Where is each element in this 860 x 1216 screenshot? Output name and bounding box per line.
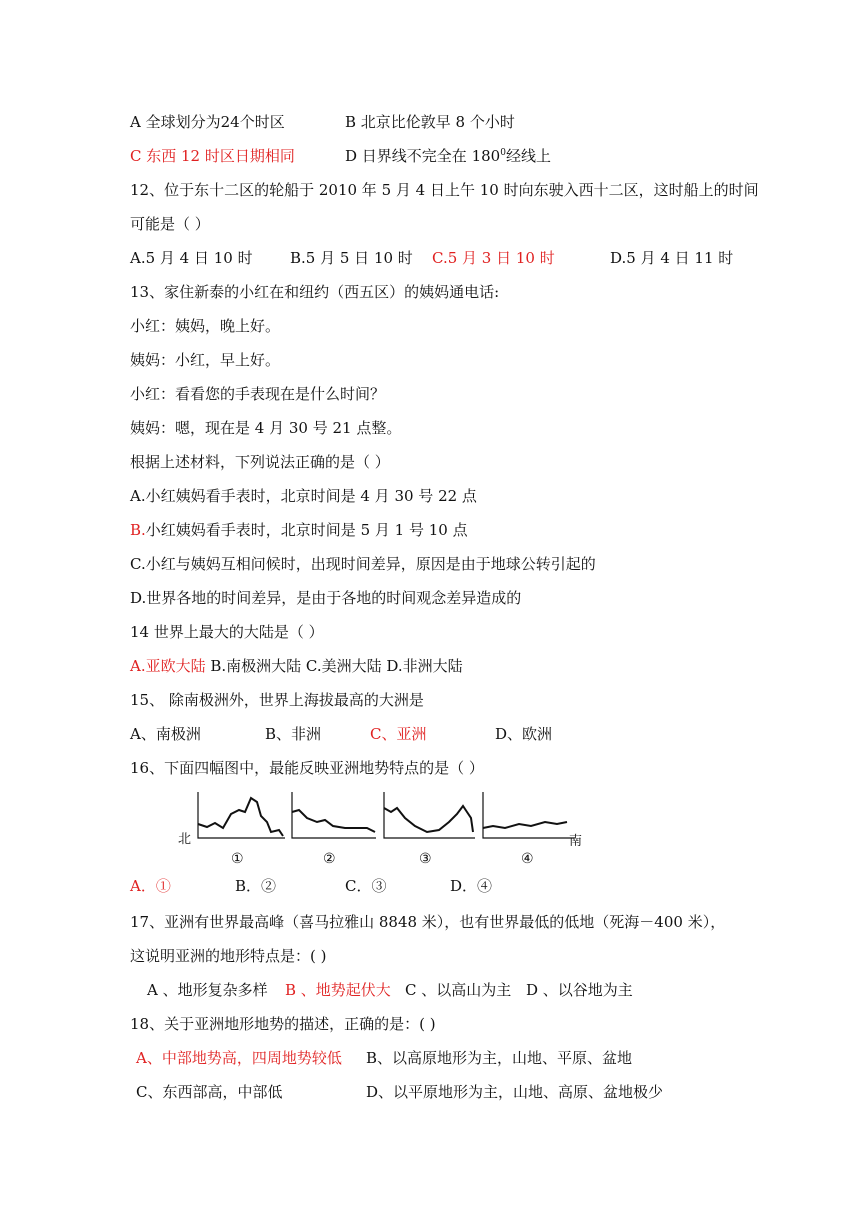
q16-option-d: D．④ xyxy=(450,877,493,895)
q13-option-b xyxy=(130,520,468,540)
q15-option-b: B、非洲 xyxy=(265,725,322,743)
q12-stem-line2: 可能是（ ） xyxy=(130,215,210,233)
q13-stem: 13、家住新泰的小红在和纽约（西五区）的姨妈通电话: xyxy=(130,283,500,301)
profile-panel-1 xyxy=(198,792,285,838)
q18-option-b: B、以高原地形为主，山地、平原、盆地 xyxy=(366,1049,633,1067)
south-label: 南 xyxy=(569,834,583,849)
q13-dialogue-2: 姨妈：小红，早上好。 xyxy=(130,351,281,369)
q12-stem-line1: 12、位于东十二区的轮船于 2010 年 5 月 4 日上午 10 时向东驶入西十二区，这时船上的时间 xyxy=(130,181,759,199)
q13-dialogue-1: 小红：姨妈，晚上好。 xyxy=(130,317,281,335)
q18-option-c: C、东西部高，中部低 xyxy=(136,1083,283,1101)
q11-option-b: B 北京比伦敦早 8 个小时 xyxy=(345,113,515,131)
degree-superscript: 0 xyxy=(500,148,506,158)
panel-label-4: ④ xyxy=(521,851,534,867)
q12-option-c-answer: C.5 月 3 日 10 时 xyxy=(432,249,555,267)
profile-panel-2 xyxy=(292,792,376,838)
q17-stem-line2: 这说明亚洲的地形特点是：( ) xyxy=(130,947,327,965)
panel-label-1: ① xyxy=(231,851,244,867)
q11-option-d-tail: 经线上 xyxy=(505,147,551,165)
q18-stem: 18、关于亚洲地形地势的描述，正确的是：( ) xyxy=(130,1015,436,1033)
q12-option-d: D.5 月 4 日 11 时 xyxy=(610,249,734,267)
profile-panel-4 xyxy=(483,792,575,838)
q17-option-d: D 、以谷地为主 xyxy=(526,981,633,999)
q18-option-d: D、以平原地形为主，山地、高原、盆地极少 xyxy=(366,1083,664,1101)
q12-option-b: B.5 月 5 日 10 时 xyxy=(290,249,413,267)
q18-option-a-answer: A、中部地势高，四周地势较低 xyxy=(136,1049,342,1067)
q11-option-c-answer: C 东西 12 时区日期相同 xyxy=(130,147,295,165)
q13-option-c: C.小红与姨妈互相问候时，出现时间差异，原因是由于地球公转引起的 xyxy=(130,555,596,573)
q17-option-b-answer: B 、地势起伏大 xyxy=(285,981,391,999)
q16-option-a-answer: A．① xyxy=(130,877,171,895)
q13-option-b-letter-answer: B. xyxy=(130,521,146,539)
profile-panel-3 xyxy=(384,792,475,838)
q15-stem: 15、 除南极洲外，世界上海拔最高的大洲是 xyxy=(130,691,424,709)
q17-option-c: C 、以高山为主 xyxy=(405,981,512,999)
q11-option-a: A 全球划分为24个时区 xyxy=(130,113,285,131)
q13-dialogue-4: 姨妈：嗯，现在是 4 月 30 号 21 点整。 xyxy=(130,419,402,437)
q14-options-rest: B.南极洲大陆 C.美洲大陆 D.非洲大陆 xyxy=(205,657,463,675)
q15-option-a: A、南极洲 xyxy=(130,725,201,743)
q14-options xyxy=(130,656,463,676)
q16-option-c: C．③ xyxy=(345,877,387,895)
panel-label-3: ③ xyxy=(419,851,432,867)
q14-option-a-answer: A.亚欧大陆 xyxy=(130,657,206,675)
terrain-profile-figure xyxy=(195,792,575,862)
q16-stem: 16、下面四幅图中，最能反映亚洲地势特点的是（ ） xyxy=(130,759,484,777)
q13-option-b-text: 小红姨妈看手表时，北京时间是 5 月 1 号 10 点 xyxy=(145,521,468,539)
q14-stem: 14 世界上最大的大陆是（ ） xyxy=(130,623,324,641)
q16-option-b: B．② xyxy=(235,877,277,895)
q13-option-a: A.小红姨妈看手表时，北京时间是 4 月 30 号 22 点 xyxy=(130,487,477,505)
q11-option-d xyxy=(345,146,551,166)
q17-stem-line1: 17、亚洲有世界最高峰（喜马拉雅山 8848 米），也有世界最低的低地（死海－400 米）， xyxy=(130,913,726,931)
q13-question: 根据上述材料，下列说法正确的是（ ） xyxy=(130,453,390,471)
q17-option-a: A 、地形复杂多样 xyxy=(147,981,268,999)
q15-option-c-answer: C、亚洲 xyxy=(370,725,427,743)
q13-option-d: D.世界各地的时间差异，是由于各地的时间观念差异造成的 xyxy=(130,589,522,607)
north-label: 北 xyxy=(178,832,192,847)
q13-dialogue-3: 小红：看看您的手表现在是什么时间？ xyxy=(130,385,386,403)
panel-label-2: ② xyxy=(323,851,336,867)
q11-option-d-text: D 日界线不完全在 180 xyxy=(345,147,501,165)
q15-option-d: D、欧洲 xyxy=(495,725,553,743)
q12-option-a: A.5 月 4 日 10 时 xyxy=(130,249,253,267)
